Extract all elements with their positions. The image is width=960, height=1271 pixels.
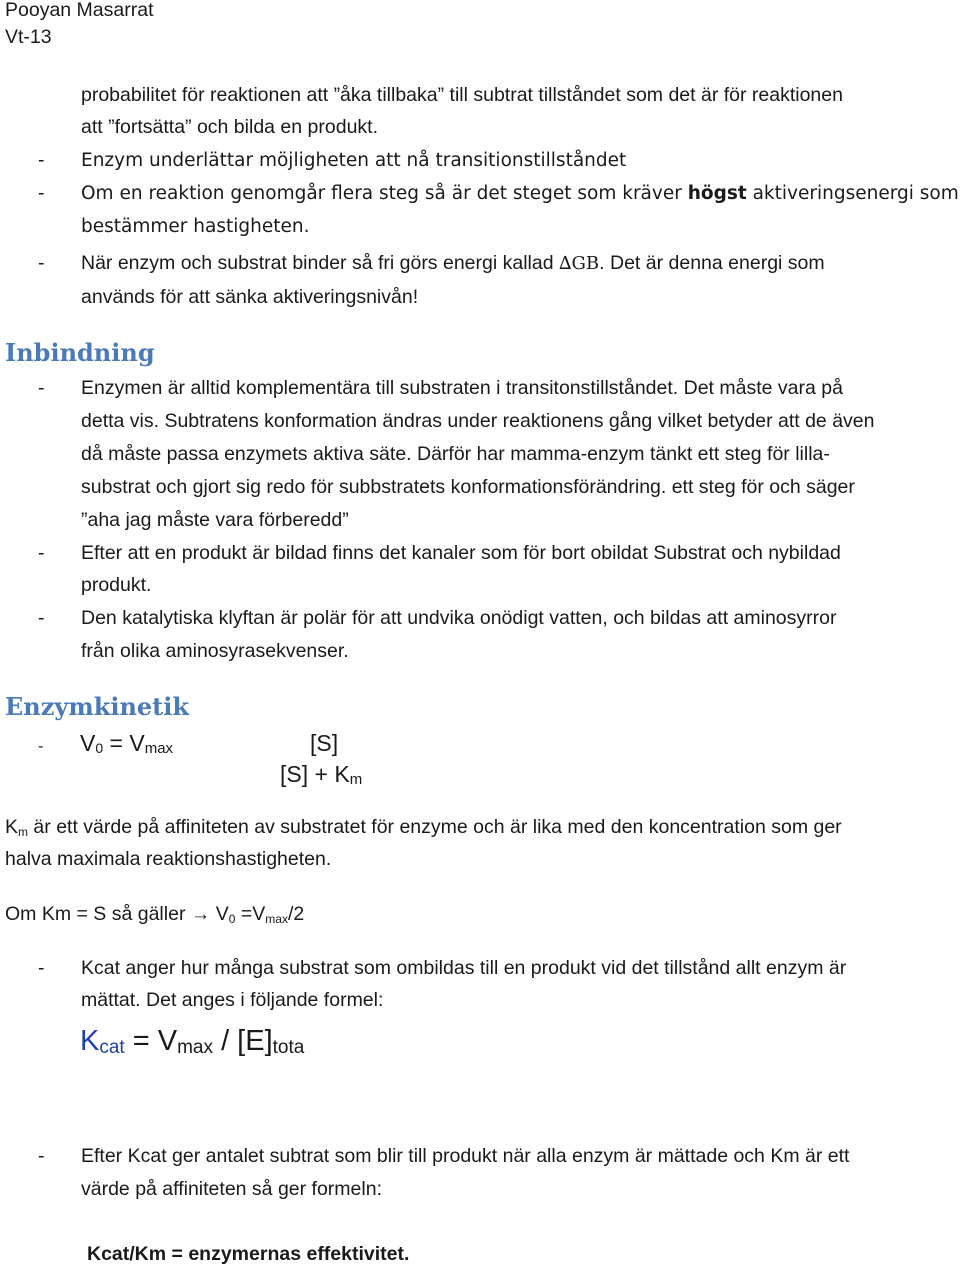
section-heading-inbindning: Inbindning (5, 338, 155, 367)
intro-bullet2-bold: högst (687, 183, 747, 204)
om-pre: Om Km = S så gäller (5, 903, 191, 925)
michaelis-menten-lhs (80, 728, 173, 764)
inbindning-b1-line3: då måste passa enzymets aktiva säte. Därför har mamma-enzym tänkt ett steg för lilla- (81, 443, 830, 465)
efter-line2: värde på affiniteten så ger formeln: (81, 1178, 382, 1200)
bullet-dash: - (38, 377, 45, 399)
bullet-dash: - (38, 542, 45, 564)
formula-v: V (80, 730, 96, 756)
intro-bullet3-pre: När enzym och substrat binder så fri görs energi kallad (81, 252, 559, 274)
formula-km-sub: m (349, 771, 363, 788)
intro-bullet3-line1 (81, 247, 825, 280)
inbindning-b1-line5: ”aha jag måste vara förberedd” (81, 509, 349, 531)
kcat-tot-sub: tota (272, 1037, 305, 1058)
inbindning-b2-line2: produkt. (81, 574, 152, 596)
bullet-dash: - (38, 182, 45, 204)
section-heading-enzymkinetik: Enzymkinetik (5, 692, 190, 721)
intro-bullet2-line2: bestämmer hastigheten. (81, 216, 310, 237)
formula-eq: = V (103, 730, 145, 756)
bullet-dash: - (38, 149, 45, 171)
kcat-bullet-line2: mättat. Det anges i följande formel: (81, 989, 384, 1011)
km-rest: är ett värde på affiniteten av substratet för enzyme och är lika med den koncentration som ger (28, 816, 842, 838)
inbindning-b3-line2: från olika aminosyrasekvenser. (81, 640, 349, 662)
kcat-div: / [E] (213, 1025, 273, 1057)
bullet-dash: - (38, 252, 45, 274)
intro-cont-line2: att ”fortsätta” och bilda en produkt. (81, 116, 378, 138)
kcat-k: K (80, 1025, 100, 1057)
formula-v-sub: 0 (95, 740, 104, 756)
km-definition-line2: halva maximala reaktionshastigheten. (5, 848, 332, 870)
inbindning-b1-line4: substrat och gjort sig redo för subbstratets konformationsförändring. ett steg för och säger (81, 476, 855, 498)
kcat-formula (80, 1023, 304, 1066)
om-eq: =V (235, 903, 266, 925)
author-name: Pooyan Masarrat (5, 0, 154, 21)
om-post: /2 (287, 903, 305, 925)
bullet-dash: - (38, 738, 44, 755)
kcat-max-sub: max (177, 1037, 214, 1058)
bullet-dash: - (38, 957, 45, 979)
bullet-dash: - (38, 607, 45, 629)
term-label: Vt-13 (5, 26, 52, 48)
formula-numerator: [S] (310, 730, 339, 756)
kcat-eq: = V (124, 1025, 178, 1057)
delta-g-symbol: ∆GB (558, 253, 600, 274)
om-km-line (5, 898, 304, 936)
formula-vmax-sub: max (144, 740, 174, 757)
km-k: K (5, 816, 19, 838)
om-v: V (210, 903, 229, 925)
om-max-sub: max (265, 912, 288, 926)
inbindning-b2-line1: Efter att en produkt är bildad finns det kanaler som för bort obildat Substrat och nybildad (81, 542, 841, 564)
formula-denominator-main: [S] + K (280, 761, 350, 787)
bullet-dash: - (38, 1145, 45, 1167)
final-formula: Kcat/Km = enzymernas effektivitet. (87, 1243, 410, 1265)
intro-bullet2-line1 (81, 177, 959, 210)
efter-line1: Efter Kcat ger antalet subtrat som blir till produkt när alla enzym är mättade och Km är ett (81, 1145, 850, 1167)
inbindning-b3-line1: Den katalytiska klyftan är polär för att undvika onödigt vatten, och bildas att aminosyrror (81, 607, 837, 629)
kcat-sub: cat (99, 1037, 125, 1058)
om-v-sub: 0 (228, 912, 236, 926)
inbindning-b1-line1: Enzymen är alltid komplementära till substraten i transitonstillståndet. Det måste vara på (81, 377, 843, 399)
inbindning-b1-line2: detta vis. Subtratens konformation ändras under reaktionens gång vilket betyder att de även (81, 410, 875, 432)
intro-bullet2-post: aktiveringsenergi som (746, 183, 959, 204)
intro-bullet3-post: . Det är denna energi som (599, 252, 825, 274)
arrow-right-icon: → (190, 903, 211, 925)
km-sub: m (18, 825, 29, 839)
intro-bullet3-line2: används för att sänka aktiveringsnivån! (81, 286, 419, 308)
formula-denominator (280, 759, 362, 795)
kcat-bullet-line1: Kcat anger hur många substrat som ombildas till en produkt vid det tillstånd allt enzym är (81, 957, 847, 979)
intro-bullet1: Enzym underlättar möjligheten att nå transitionstillståndet (81, 150, 627, 171)
intro-bullet2-pre: Om en reaktion genomgår flera steg så är det steget som kräver (81, 183, 688, 204)
intro-cont-line1: probabilitet för reaktionen att ”åka tillbaka” till subtrat tillståndet som det är för reaktionen (81, 84, 843, 106)
